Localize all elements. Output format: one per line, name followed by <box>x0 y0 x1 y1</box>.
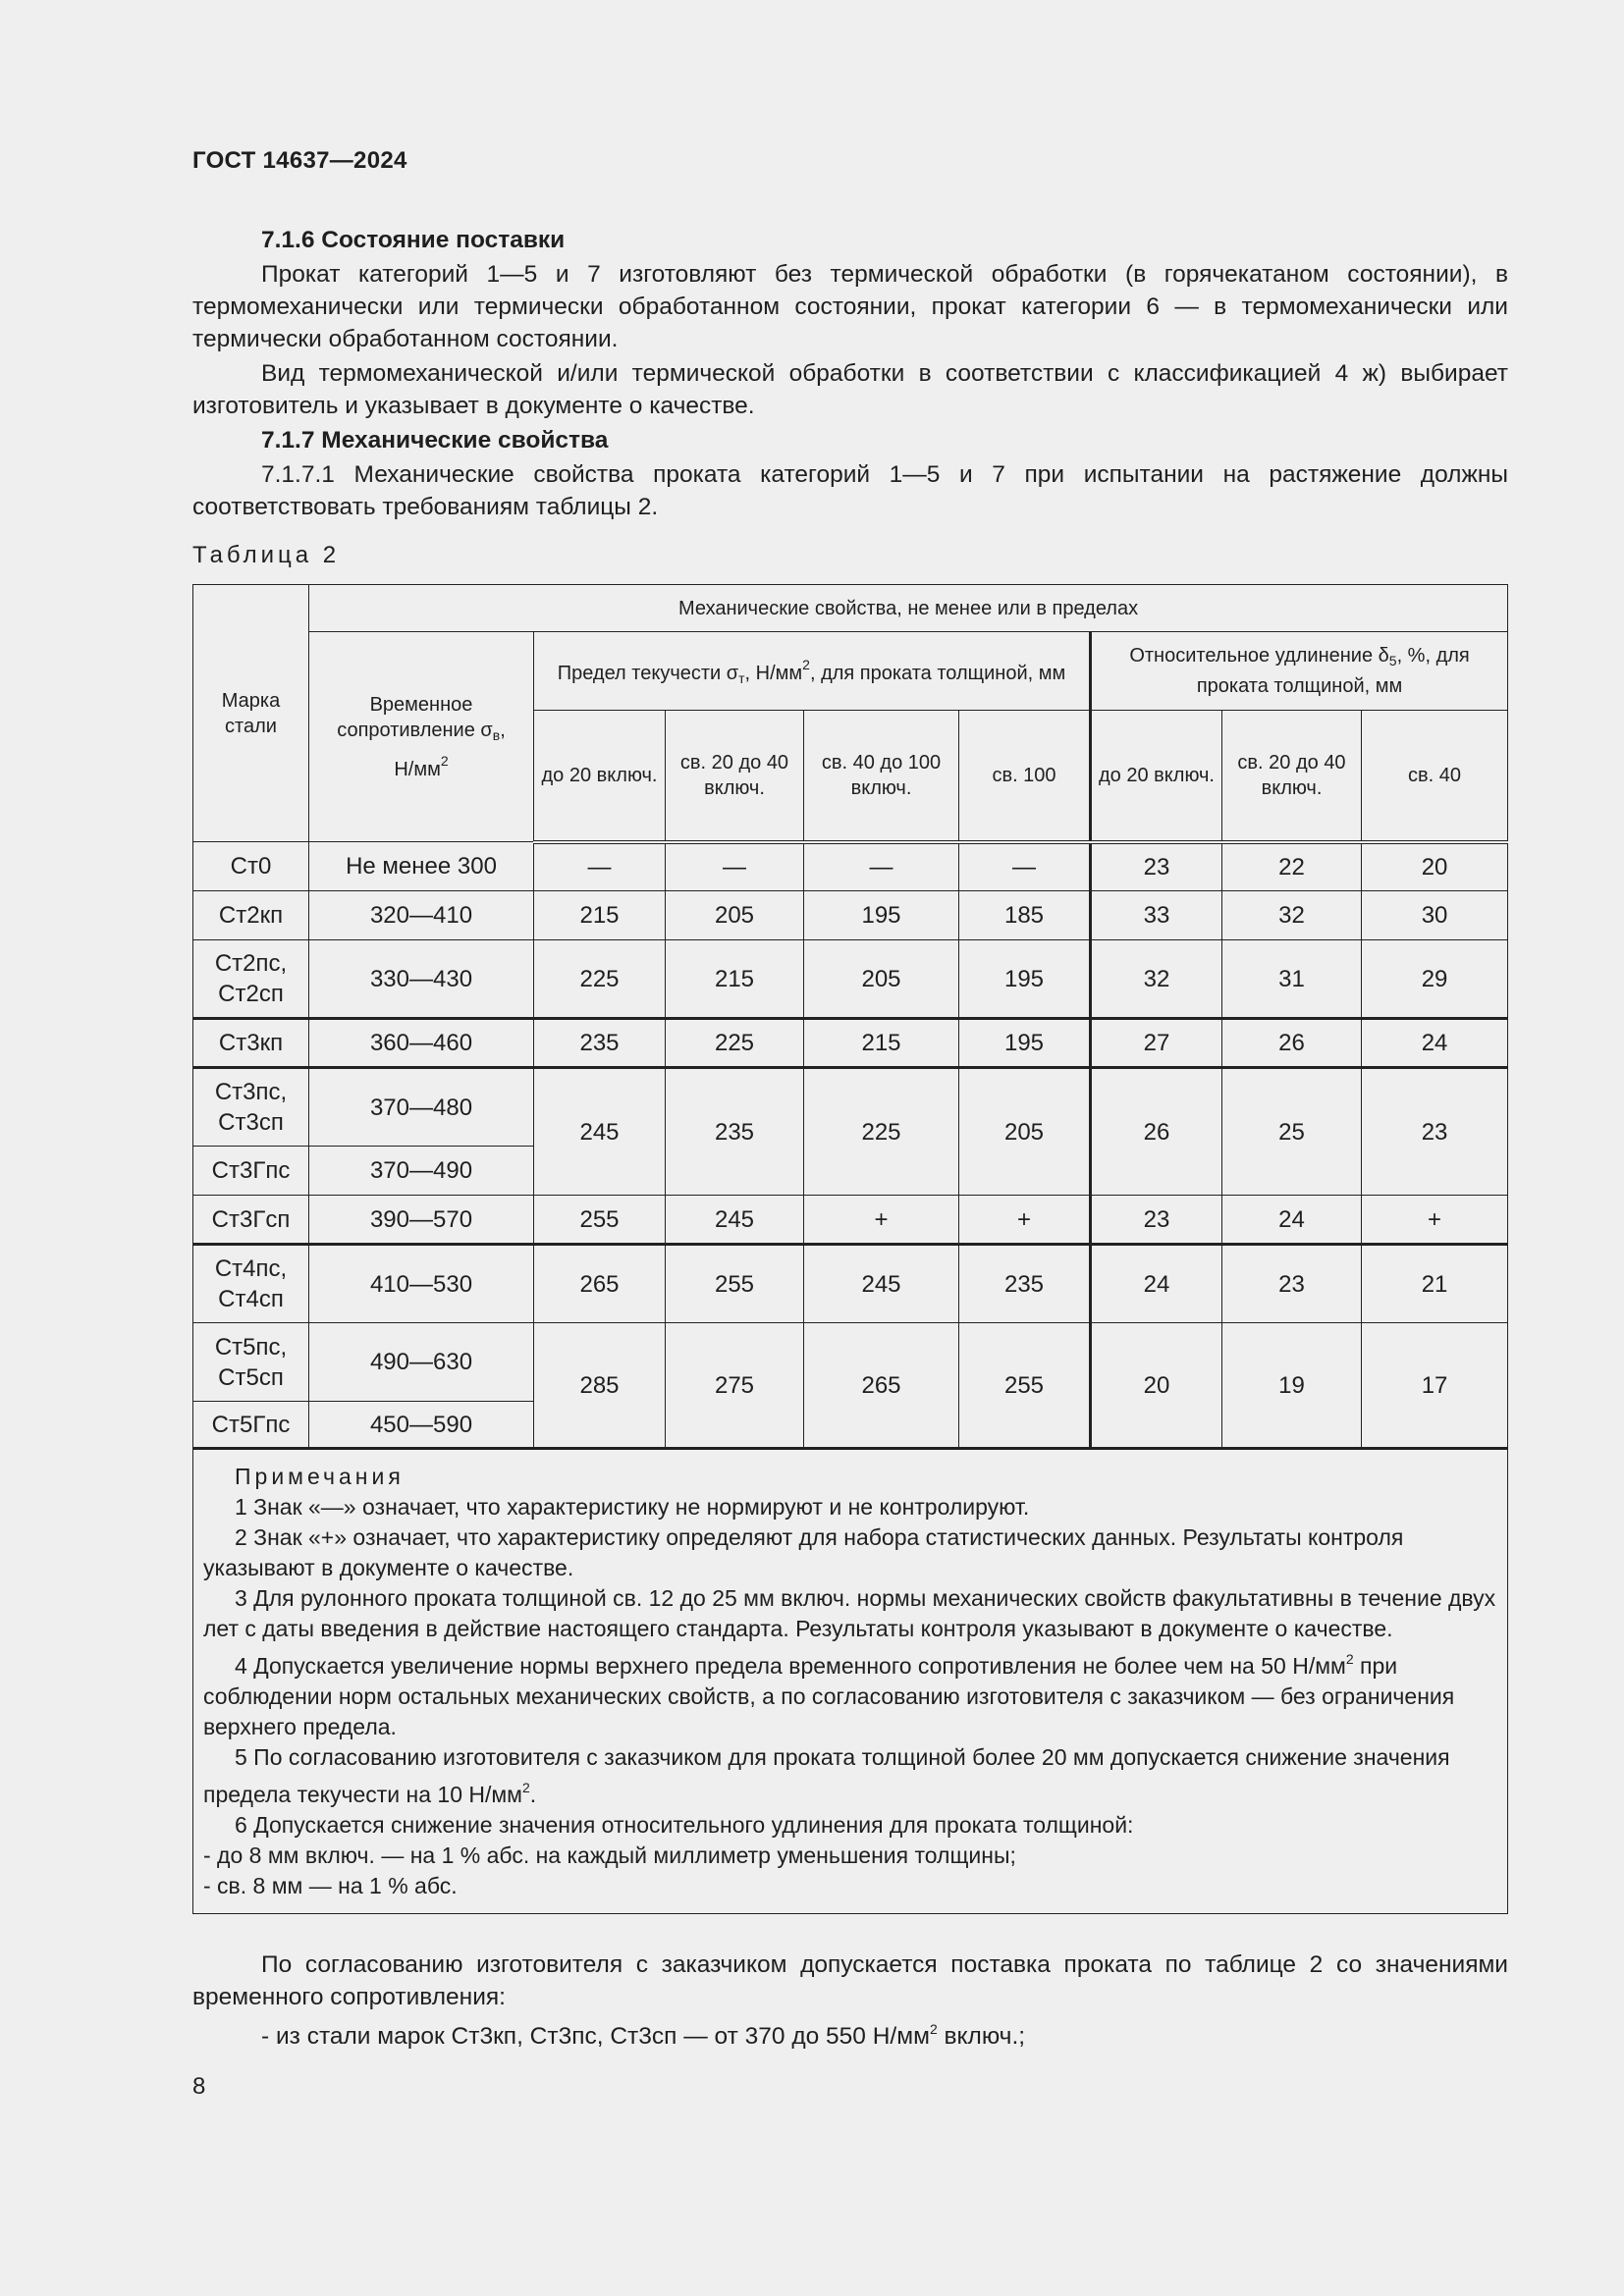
value-cell: 185 <box>959 891 1091 940</box>
value-cell: 24 <box>1222 1196 1362 1245</box>
value-cell: 32 <box>1222 891 1362 940</box>
col-header-yield: Предел текучести $\sigma_т$, $Н/мм^2$, для проката толщиной, мм <box>534 632 1091 711</box>
paragraph: По согласованию изготовителя с заказчиком допускается поставка проката по таблице 2 со значениями временного сопротивления: <box>192 1951 1508 2010</box>
paragraph: Вид термомеханической и/или термической обработки в соответствии с классификацией 4 ж) выбирает изготовитель и указывает в документе о качестве. <box>192 360 1508 419</box>
value-cell: + <box>804 1196 959 1245</box>
value-cell: 255 <box>534 1196 666 1245</box>
tensile-cell: 390—570 <box>309 1196 534 1245</box>
table-row <box>193 1245 1508 1323</box>
grade-cell: Ст5Гпс <box>193 1402 309 1449</box>
value-cell: 245 <box>534 1068 666 1196</box>
value-cell: 195 <box>959 940 1091 1019</box>
grade-cell: Ст3пс, Ст3сп <box>193 1068 309 1147</box>
value-cell: 215 <box>804 1019 959 1068</box>
tensile-cell: 330—430 <box>309 940 534 1019</box>
value-cell: 20 <box>1362 842 1508 891</box>
value-cell: 21 <box>1362 1245 1508 1323</box>
value-cell: 26 <box>1091 1068 1222 1196</box>
value-cell: 30 <box>1362 891 1508 940</box>
value-cell: 33 <box>1091 891 1222 940</box>
paragraph: 7.1.7.1 Механические свойства проката категорий 1—5 и 7 при испытании на растяжение должны соответствовать требованиям таблицы 2. <box>192 461 1508 520</box>
note-6-item: - св. 8 мм — на 1 % абс. <box>203 1873 458 1898</box>
value-cell: 22 <box>1222 842 1362 891</box>
table-row <box>193 1323 1508 1402</box>
yield-col-4: св. 100 <box>959 711 1091 842</box>
value-cell: 255 <box>959 1323 1091 1449</box>
value-cell: 31 <box>1222 940 1362 1019</box>
value-cell: + <box>1362 1196 1508 1245</box>
tensile-cell: 370—490 <box>309 1147 534 1196</box>
note-2: 2 Знак «+» означает, что характеристику определяют для набора статистических данных. Результаты контроля указывают в документе о качестве. <box>203 1524 1404 1580</box>
value-cell: 255 <box>666 1245 804 1323</box>
value-cell: 20 <box>1091 1323 1222 1449</box>
value-cell: 25 <box>1222 1068 1362 1196</box>
table-row <box>193 842 1508 891</box>
table-row <box>193 1068 1508 1147</box>
value-cell: — <box>804 842 959 891</box>
value-cell: 205 <box>666 891 804 940</box>
grade-cell: Ст3кп <box>193 1019 309 1068</box>
value-cell: 23 <box>1091 842 1222 891</box>
value-cell: — <box>959 842 1091 891</box>
value-cell: + <box>959 1196 1091 1245</box>
note-6-item: - до 8 мм включ. — на 1 % абс. на каждый миллиметр уменьшения толщины; <box>203 1842 1016 1868</box>
value-cell: 235 <box>534 1019 666 1068</box>
mechanical-properties-table <box>192 584 1508 1914</box>
value-cell: 225 <box>804 1068 959 1196</box>
grade-cell: Ст5пс, Ст5сп <box>193 1323 309 1402</box>
table-row <box>193 891 1508 940</box>
elong-col-3: св. 40 <box>1362 711 1508 842</box>
value-cell: 215 <box>666 940 804 1019</box>
value-cell: 235 <box>959 1245 1091 1323</box>
table-row <box>193 1196 1508 1245</box>
value-cell: 235 <box>666 1068 804 1196</box>
col-header-mech: Механические свойства, не менее или в пределах <box>309 585 1508 632</box>
table-row <box>193 940 1508 1019</box>
value-cell: 245 <box>804 1245 959 1323</box>
document-id: ГОСТ 14637—2024 <box>192 147 407 174</box>
value-cell: 23 <box>1222 1245 1362 1323</box>
value-cell: 24 <box>1362 1019 1508 1068</box>
tensile-cell: 370—480 <box>309 1068 534 1147</box>
grade-cell: Ст0 <box>193 842 309 891</box>
value-cell: 26 <box>1222 1019 1362 1068</box>
col-header-elongation: Относительное удлинение $\delta_5$, %, для проката толщиной, мм <box>1091 632 1508 711</box>
value-cell: 265 <box>804 1323 959 1449</box>
grade-cell: Ст2кп <box>193 891 309 940</box>
value-cell: 275 <box>666 1323 804 1449</box>
grade-cell: Ст4пс, Ст4сп <box>193 1245 309 1323</box>
value-cell: 23 <box>1091 1196 1222 1245</box>
elong-col-2: св. 20 до 40 включ. <box>1222 711 1362 842</box>
value-cell: 23 <box>1362 1068 1508 1196</box>
table-caption: Таблица 2 <box>192 542 341 568</box>
section-heading-717: 7.1.7 Механические свойства <box>261 427 609 454</box>
col-header-grade: Марка стали <box>193 585 309 842</box>
notes-title: Примечания <box>235 1464 405 1489</box>
value-cell: 29 <box>1362 940 1508 1019</box>
value-cell: — <box>666 842 804 891</box>
note-6: 6 Допускается снижение значения относительного удлинения для проката толщиной: <box>235 1812 1134 1838</box>
table-row <box>193 1019 1508 1068</box>
paragraph: Прокат категорий 1—5 и 7 изготовляют без термической обработки (в горячекатаном состоянии), в термомеханически или термически обработанном состоянии, прокат категории 6 — в термомеханически или термически обработанном состоянии. <box>192 261 1508 352</box>
section-heading-716: 7.1.6 Состояние поставки <box>261 227 566 253</box>
tensile-cell: 450—590 <box>309 1402 534 1449</box>
yield-col-3: св. 40 до 100 включ. <box>804 711 959 842</box>
value-cell: 32 <box>1091 940 1222 1019</box>
tensile-cell: 490—630 <box>309 1323 534 1402</box>
note-3: 3 Для рулонного проката толщиной св. 12 до 25 мм включ. нормы механических свойств факультативны в течение двух лет с даты введения в действие настоящего стандарта. Результаты контроля указывают в документе о качестве. <box>203 1585 1496 1641</box>
elong-col-1: до 20 включ. <box>1091 711 1222 842</box>
notes-row <box>193 1449 1508 1914</box>
section-716 <box>192 224 1508 523</box>
value-cell: 265 <box>534 1245 666 1323</box>
grade-cell: Ст3Гпс <box>193 1147 309 1196</box>
grade-cell: Ст2пс, Ст2сп <box>193 940 309 1019</box>
tensile-cell: Не менее 300 <box>309 842 534 891</box>
col-header-tensile: Временное сопротивление $\sigma_в$, $Н/мм^2$ <box>309 632 534 842</box>
bullet-item: - из стали марок Ст3кп, Ст3пс, Ст3сп — от 370 до 550 $Н/мм^2$ включ.; <box>261 2021 1026 2050</box>
tensile-cell: 410—530 <box>309 1245 534 1323</box>
page-number: 8 <box>192 2073 206 2100</box>
value-cell: — <box>534 842 666 891</box>
value-cell: 285 <box>534 1323 666 1449</box>
value-cell: 195 <box>804 891 959 940</box>
value-cell: 225 <box>534 940 666 1019</box>
value-cell: 195 <box>959 1019 1091 1068</box>
tensile-cell: 360—460 <box>309 1019 534 1068</box>
tensile-cell: 320—410 <box>309 891 534 940</box>
note-1: 1 Знак «—» означает, что характеристику не нормируют и не контролируют. <box>235 1494 1030 1520</box>
value-cell: 245 <box>666 1196 804 1245</box>
value-cell: 225 <box>666 1019 804 1068</box>
value-cell: 19 <box>1222 1323 1362 1449</box>
value-cell: 24 <box>1091 1245 1222 1323</box>
value-cell: 205 <box>804 940 959 1019</box>
value-cell: 17 <box>1362 1323 1508 1449</box>
table-notes <box>193 1449 1508 1914</box>
value-cell: 215 <box>534 891 666 940</box>
note-5: 5 По согласованию изготовителя с заказчиком для проката толщиной более 20 мм допускается снижение значения предела текучести на 10 $Н/мм^2$. <box>203 1744 1450 1807</box>
grade-cell: Ст3Гсп <box>193 1196 309 1245</box>
value-cell: 27 <box>1091 1019 1222 1068</box>
note-4: 4 Допускается увеличение нормы верхнего предела временного сопротивления не более чем на 50 $Н/мм^2$ при соблюдении норм остальных механических свойств, а по согласованию изготовителя с заказчиком — без ограничения верхнего предела. <box>203 1651 1455 1739</box>
value-cell: 205 <box>959 1068 1091 1196</box>
yield-col-1: до 20 включ. <box>534 711 666 842</box>
after-table-text <box>192 1949 1508 2053</box>
yield-col-2: св. 20 до 40 включ. <box>666 711 804 842</box>
